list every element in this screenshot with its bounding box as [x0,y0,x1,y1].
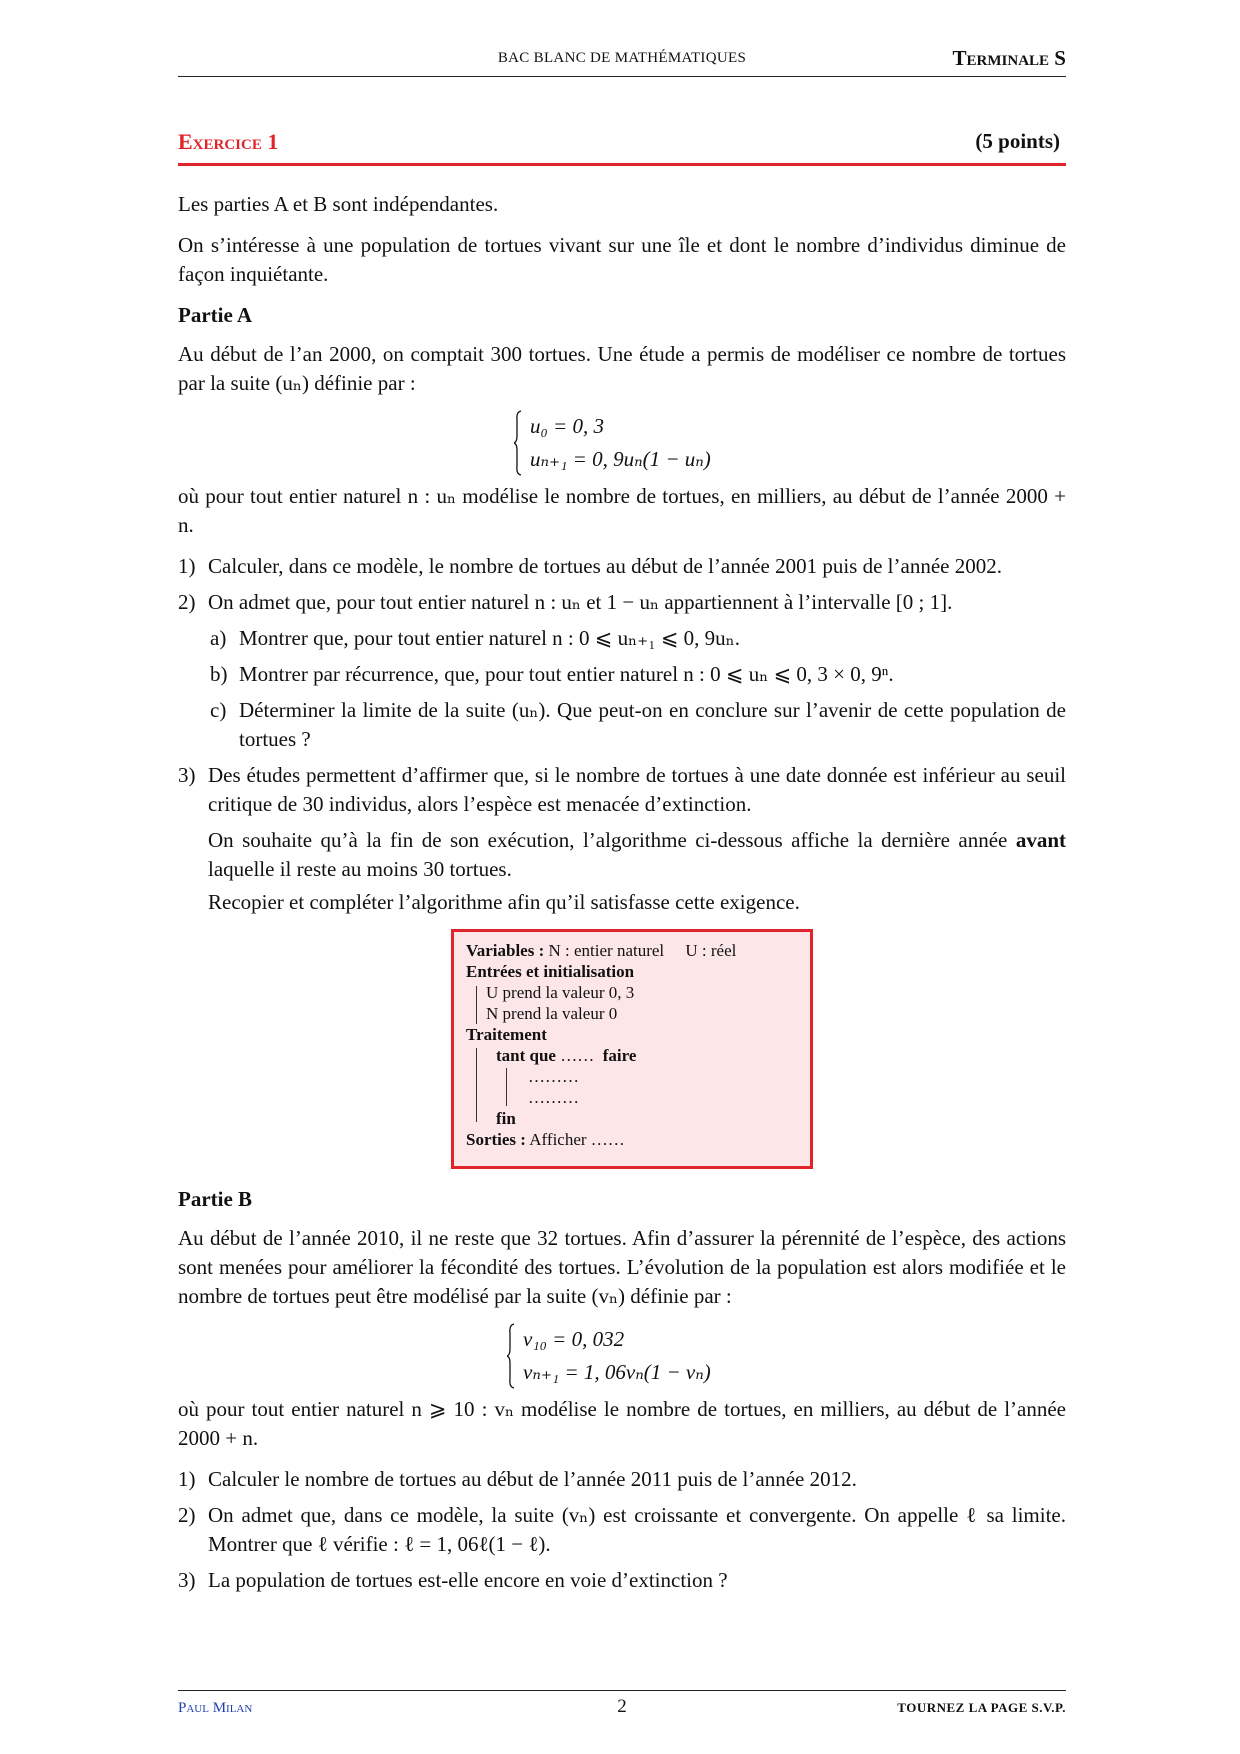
question-text: On admet que, pour tout entier naturel n : uₙ et 1 − uₙ appartiennent à l’intervalle [0 ; 1]. [208,590,953,614]
footer-rule [178,1690,1066,1691]
exercise-content [178,190,1066,1605]
algo-keyword: faire [602,1046,637,1065]
paragraph-text: laquelle il reste au moins 30 tortues. [208,857,512,881]
question-text: Des études permettent d’affirmer que, si le nombre de tortues à une date donnée est inférieur au seuil critique de 30 individus, alors l’espèce est menacée d’extinction. [208,763,1066,816]
algorithm-box [451,929,813,1169]
exercise-points: (5 points) [975,129,1060,153]
algo-label: Traitement [466,1025,547,1044]
header-title: BAC BLANC DE MATHÉMATIQUES [497,50,747,66]
exercise-title: Exercice 1 [178,129,279,154]
intro-context: On s’intéresse à une population de tortues vivant sur une île et dont le nombre d’individus diminue de façon inquiétante. [178,233,1066,286]
part-b-questions [178,1465,1066,1595]
question-number: 3) [178,1568,196,1592]
part-a-title: Partie A [178,303,253,327]
algo-output [466,1129,798,1150]
question-number: 2) [178,1503,196,1527]
part-b-intro: Au début de l’année 2010, il ne reste que 32 tortues. Afin d’assurer la pérennité de l’espèce, des actions sont menées pour améliorer la fécondité des tortues. L’évolution de la population est alors modifiée et le nombre de tortues peut être modélisé par la suite (vₙ) définie par : [178,1226,1066,1308]
algo-init-label [466,961,798,982]
subquestion-text: Montrer que, pour tout entier naturel n : 0 ⩽ uₙ₊₁ ⩽ 0, 9uₙ. [239,626,741,650]
question-paragraph: Recopier et compléter l’algorithme afin qu’il satisfasse cette exigence. [208,890,800,914]
algo-treat-label [466,1024,798,1045]
part-a-intro: Au début de l’an 2000, on comptait 300 tortues. Une étude a permis de modéliser ce nombre de tortues par la suite (uₙ) définie par : [178,342,1066,395]
algo-line: U prend la valeur 0, 3 [486,983,635,1002]
part-b-definition: où pour tout entier naturel n ⩾ 10 : vₙ modélise le nombre de tortues, en milliers, au début de l’année 2000 + n. [178,1397,1066,1450]
question-number: 2) [178,590,196,614]
paragraph-text: On souhaite qu’à la fin de son exécution, l’algorithme ci-dessous affiche la dernière année [208,828,1008,852]
algo-keyword: fin [496,1109,516,1128]
paragraph-emphasis: avant [1015,828,1067,852]
part-b-system [513,1323,1066,1389]
question-number: 3) [178,763,196,787]
part-a-questions [178,552,1066,917]
brace-icon [514,410,522,476]
system-line: u₀ = 0, 3 [530,414,604,438]
algo-label: Variables : [466,941,545,960]
question-paragraph [178,826,1066,884]
system-line: uₙ₊₁ = 0, 9uₙ(1 − uₙ) [530,447,711,471]
exercise-heading [178,127,1066,166]
algo-block-bar [506,1068,507,1106]
algo-label: Entrées et initialisation [466,962,635,981]
part-a-system [520,410,1066,476]
subquestion-letter: c) [210,698,227,722]
subquestion-text: Déterminer la limite de la suite (uₙ). Que peut-on en conclure sur l’avenir de cette population de tortues ? [239,698,1066,751]
algo-while [466,1045,798,1066]
question-text: La population de tortues est-elle encore en voie d’extinction ? [208,1568,728,1592]
algo-label: Sorties : [466,1130,526,1149]
algo-blank-line: ……… [528,1088,579,1107]
part-a-definition: où pour tout entier naturel n : uₙ modélise le nombre de tortues, en milliers, au début de l’année 2000 + n. [178,484,1066,537]
brace-icon [507,1323,515,1389]
algo-blank: …… [560,1046,595,1065]
question-item [178,552,1066,581]
question-text: Calculer le nombre de tortues au début de l’année 2011 puis de l’année 2012. [208,1467,857,1491]
algo-block-bar [476,1048,477,1122]
algo-end [466,1108,798,1129]
question-text: Calculer, dans ce modèle, le nombre de tortues au début de l’année 2001 puis de l’année 2002. [208,554,1002,578]
algo-text: N : entier naturel U : réel [548,941,737,960]
question-text: On admet que, dans ce modèle, la suite (vₙ) est croissante et convergente. On appelle ℓ sa limite. Montrer que ℓ vérifie : ℓ = 1, 06ℓ(1 − ℓ). [208,1503,1066,1556]
question-number: 1) [178,1467,196,1491]
question-item [178,1501,1066,1559]
subquestion-text: Montrer par récurrence, que, pour tout entier naturel n : 0 ⩽ uₙ ⩽ 0, 3 × 0, 9ⁿ. [239,662,894,686]
question-item [178,588,1066,617]
footer-turn-page: TOURNEZ LA PAGE S.V.P. [897,1700,1066,1715]
intro-parts: Les parties A et B sont indépendantes. [178,192,499,216]
algo-keyword: tant que [496,1046,556,1065]
question-item [178,1465,1066,1494]
algo-variables [466,940,798,961]
part-b-title: Partie B [178,1187,253,1211]
subquestion-letter: b) [210,662,228,686]
subquestion-item [178,660,1066,689]
question-number: 1) [178,554,196,578]
subquestion-item [178,624,1066,653]
footer-author: Paul Milan [178,1700,253,1716]
system-line: vₙ₊₁ = 1, 06vₙ(1 − vₙ) [523,1360,711,1384]
algo-blank-line: ……… [528,1067,579,1086]
algo-block-bar [476,986,477,1024]
subquestion-item [178,696,1066,754]
subquestion-letter: a) [210,626,227,650]
page-header [178,48,1066,77]
page-number: 2 [617,1696,627,1717]
system-line: v₁₀ = 0, 032 [523,1327,625,1351]
question-item [178,1566,1066,1595]
question-item [178,761,1066,819]
algo-text: Afficher …… [529,1130,625,1149]
header-class: Terminale S [952,46,1066,70]
algo-line: N prend la valeur 0 [486,1004,618,1023]
